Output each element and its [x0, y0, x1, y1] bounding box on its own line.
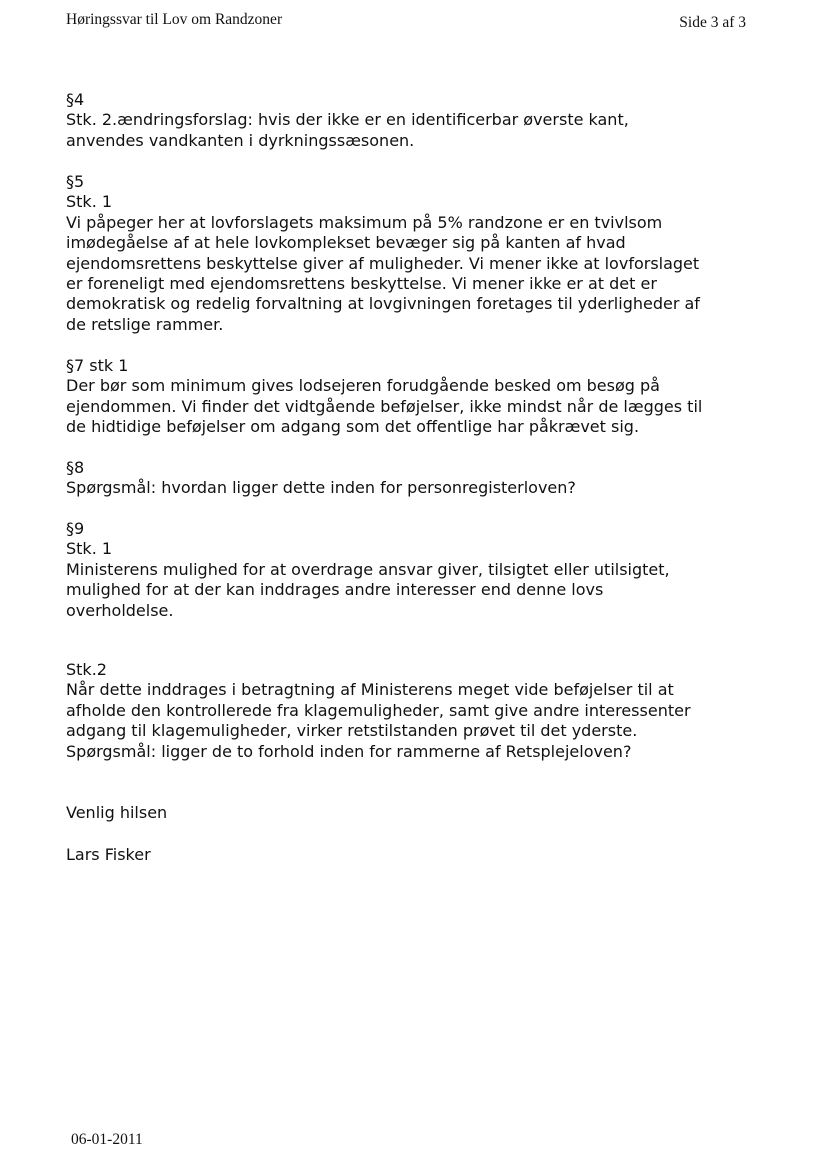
header-title: Høringssvar til Lov om Randzoner: [66, 11, 283, 28]
section-line: de hidtidige beføjelser om adgang som det offentlige har påkrævet sig.: [66, 417, 640, 437]
signature: Lars Fisker: [66, 845, 151, 864]
section-heading: §8: [66, 458, 85, 477]
section-line: anvendes vandkanten i dyrkningssæsonen.: [66, 130, 415, 150]
page-number: Side 3 af 3: [679, 14, 746, 31]
section-line: Ministerens mulighed for at overdrage ansvar giver, tilsigtet eller utilsigtet,: [66, 559, 670, 579]
section-subheading: Stk. 1: [66, 192, 113, 212]
section-5: [66, 172, 766, 335]
section-line: ejendomsrettens beskyttelse giver af muligheder. Vi mener ikke at lovforslaget: [66, 253, 700, 273]
section-line: overholdelse.: [66, 600, 174, 620]
section-8: [66, 458, 766, 499]
section-heading: §9: [66, 519, 85, 538]
section-9-stk-2: [66, 660, 766, 762]
footer-date: 06-01-2011: [71, 1131, 143, 1148]
section-heading: §5: [66, 172, 85, 191]
section-line: adgang til klagemuligheder, virker retstilstanden prøvet til det yderste.: [66, 721, 638, 741]
section-line: ejendommen. Vi finder det vidtgående beføjelser, ikke mindst når de lægges til: [66, 396, 703, 416]
section-heading: §7 stk 1: [66, 356, 129, 375]
section-heading: §4: [66, 90, 85, 109]
section-line: Når dette inddrages i betragtning af Ministerens meget vide beføjelser til at: [66, 680, 674, 700]
section-line: er foreneligt med ejendomsrettens beskyttelse. Vi mener ikke er at det er: [66, 274, 657, 294]
section-line: Stk. 2.ændringsforslag: hvis der ikke er en identificerbar øverste kant,: [66, 110, 629, 130]
section-line: Vi påpeger her at lovforslagets maksimum på 5% randzone er en tvivlsom: [66, 212, 663, 232]
section-7: [66, 356, 766, 438]
section-line: Spørgsmål: ligger de to forhold inden for rammerne af Retsplejeloven?: [66, 741, 632, 761]
section-line: de retslige rammer.: [66, 314, 224, 334]
closing-greeting: Venlig hilsen: [66, 803, 168, 822]
section-line: demokratisk og redelig forvaltning at lovgivningen foretages til yderligheder af: [66, 294, 700, 314]
section-line: Der bør som minimum gives lodsejeren forudgående besked om besøg på: [66, 376, 660, 396]
section-line: afholde den kontrollerede fra klagemuligheder, samt give andre interessenter: [66, 700, 691, 720]
section-line: Spørgsmål: hvordan ligger dette inden for personregisterloven?: [66, 478, 576, 498]
section-line: imødegåelse af at hele lovkomplekset bevæger sig på kanten af hvad: [66, 233, 626, 253]
section-subheading: Stk. 1: [66, 539, 113, 559]
section-9: [66, 519, 766, 621]
section-line: mulighed for at der kan inddrages andre interesser end denne lovs: [66, 580, 604, 600]
section-4: [66, 90, 766, 151]
section-heading: Stk.2: [66, 660, 107, 679]
